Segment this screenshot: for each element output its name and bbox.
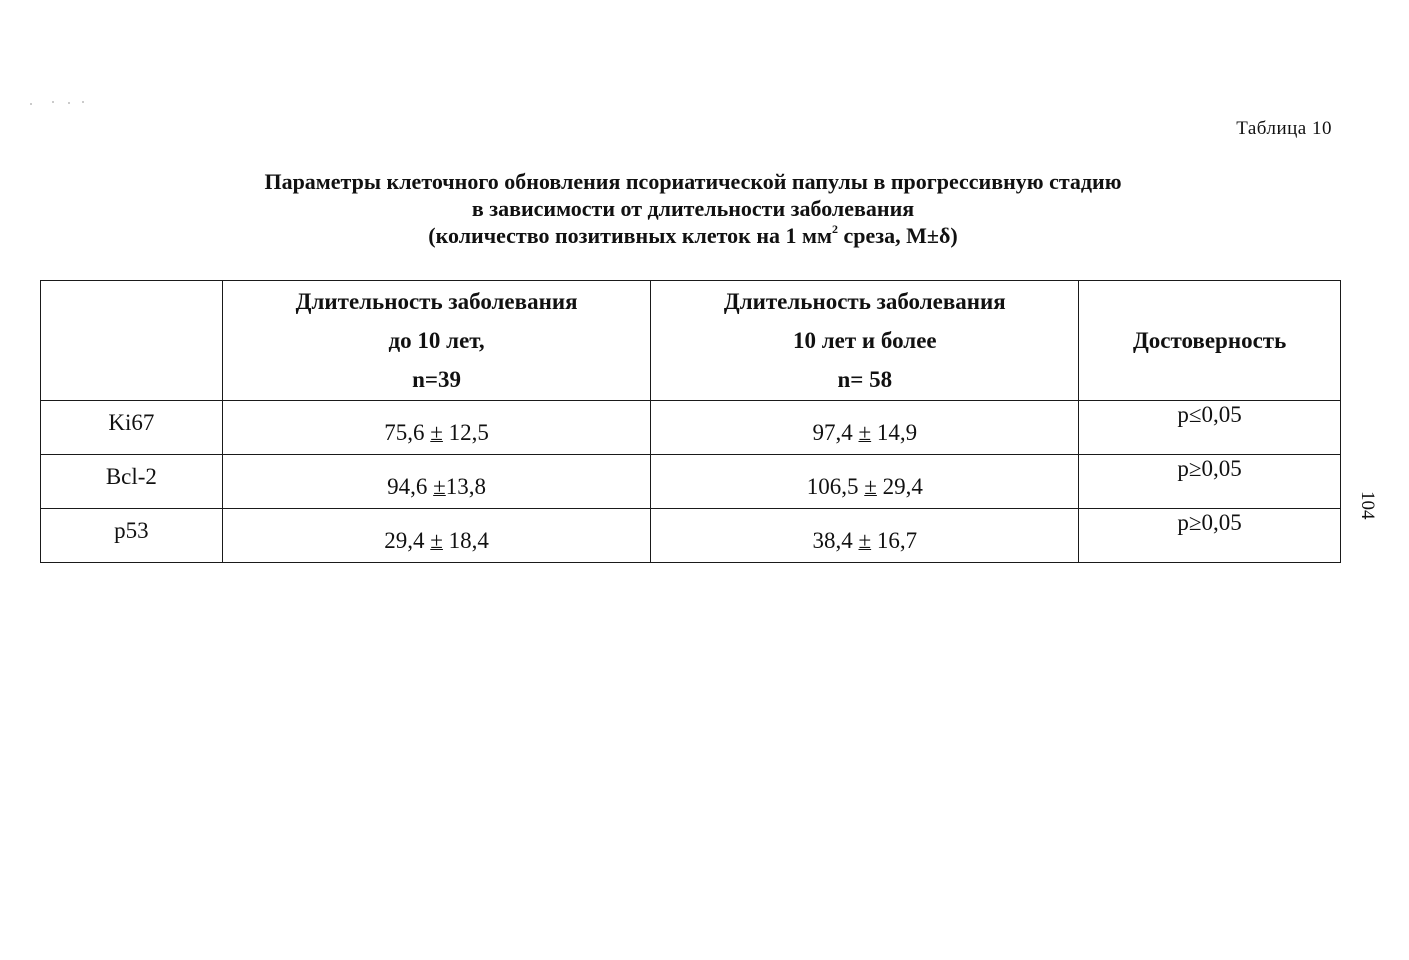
mean-value: 97,4 (812, 419, 853, 445)
header-line: до 10 лет, (388, 328, 485, 353)
value-cell-group1 (222, 509, 651, 563)
scan-speck (52, 101, 54, 103)
p-value-cell: p≥0,05 (1079, 455, 1341, 509)
plus-minus-sign: ± (858, 419, 872, 445)
header-line: 10 лет и более (792, 328, 937, 353)
sd-value: 12,5 (448, 419, 489, 445)
header-cell-significance: Достоверность (1079, 281, 1341, 401)
marker-cell: Bcl-2 (41, 455, 223, 509)
sd-value: 13,8 (445, 473, 487, 499)
p-value-cell: p≥0,05 (1079, 509, 1341, 563)
scan-speck (30, 103, 32, 105)
value-cell-group1 (222, 455, 651, 509)
title-line-3 (0, 222, 1386, 249)
value-cell-group1 (222, 401, 651, 455)
header-row (41, 281, 1341, 401)
sd-value: 16,7 (876, 527, 918, 553)
header-line: n=39 (412, 367, 462, 392)
table-row-p53 (41, 509, 1341, 563)
header-line: Длительность заболевания (295, 289, 578, 314)
title-superscript: 2 (832, 221, 838, 236)
mean-value: 29,4 (384, 527, 425, 553)
header-cell-empty (41, 281, 223, 401)
results-table (40, 280, 1341, 563)
title-line-1: Параметры клеточного обновления псориатической папулы в прогрессивную стадию (264, 169, 1122, 194)
page-number: 104 (1357, 491, 1378, 520)
header-line: Длительность заболевания (723, 289, 1006, 314)
header-line: n= 58 (837, 367, 893, 392)
sd-value: 18,4 (448, 527, 489, 553)
p-value-cell: p≤0,05 (1079, 401, 1341, 455)
mean-value: 75,6 (384, 419, 425, 445)
table-row-bcl2 (41, 455, 1341, 509)
header-cell-under-10-years (222, 281, 651, 401)
sd-value: 29,4 (882, 473, 923, 499)
mean-value: 106,5 (806, 473, 859, 499)
marker-cell: p53 (41, 509, 223, 563)
scan-speck (68, 102, 70, 104)
table-title (0, 168, 1386, 249)
header-cell-10-years-and-more (651, 281, 1079, 401)
title-line-3-suffix: среза, M±δ) (838, 223, 958, 248)
value-cell-group2 (651, 455, 1079, 509)
plus-minus-sign: ± (430, 419, 443, 445)
plus-minus-sign: ± (864, 473, 877, 499)
sd-value: 14,9 (876, 419, 918, 445)
plus-minus-sign: ± (858, 527, 872, 553)
plus-minus-sign: ± (430, 527, 443, 553)
title-line-3-text: (количество позитивных клеток на 1 мм (428, 223, 832, 248)
scan-artifact (30, 100, 90, 106)
mean-value: 38,4 (812, 527, 853, 553)
mean-value: 94,6 (387, 473, 428, 499)
value-cell-group2 (651, 509, 1079, 563)
value-cell-group2 (651, 401, 1079, 455)
plus-minus-sign: ± (433, 473, 446, 499)
table-row-ki67 (41, 401, 1341, 455)
title-line-2: в зависимости от длительности заболевания (471, 196, 915, 221)
marker-cell: Ki67 (41, 401, 223, 455)
scan-speck (82, 101, 84, 103)
table-number-label: Таблица 10 (1236, 118, 1332, 139)
